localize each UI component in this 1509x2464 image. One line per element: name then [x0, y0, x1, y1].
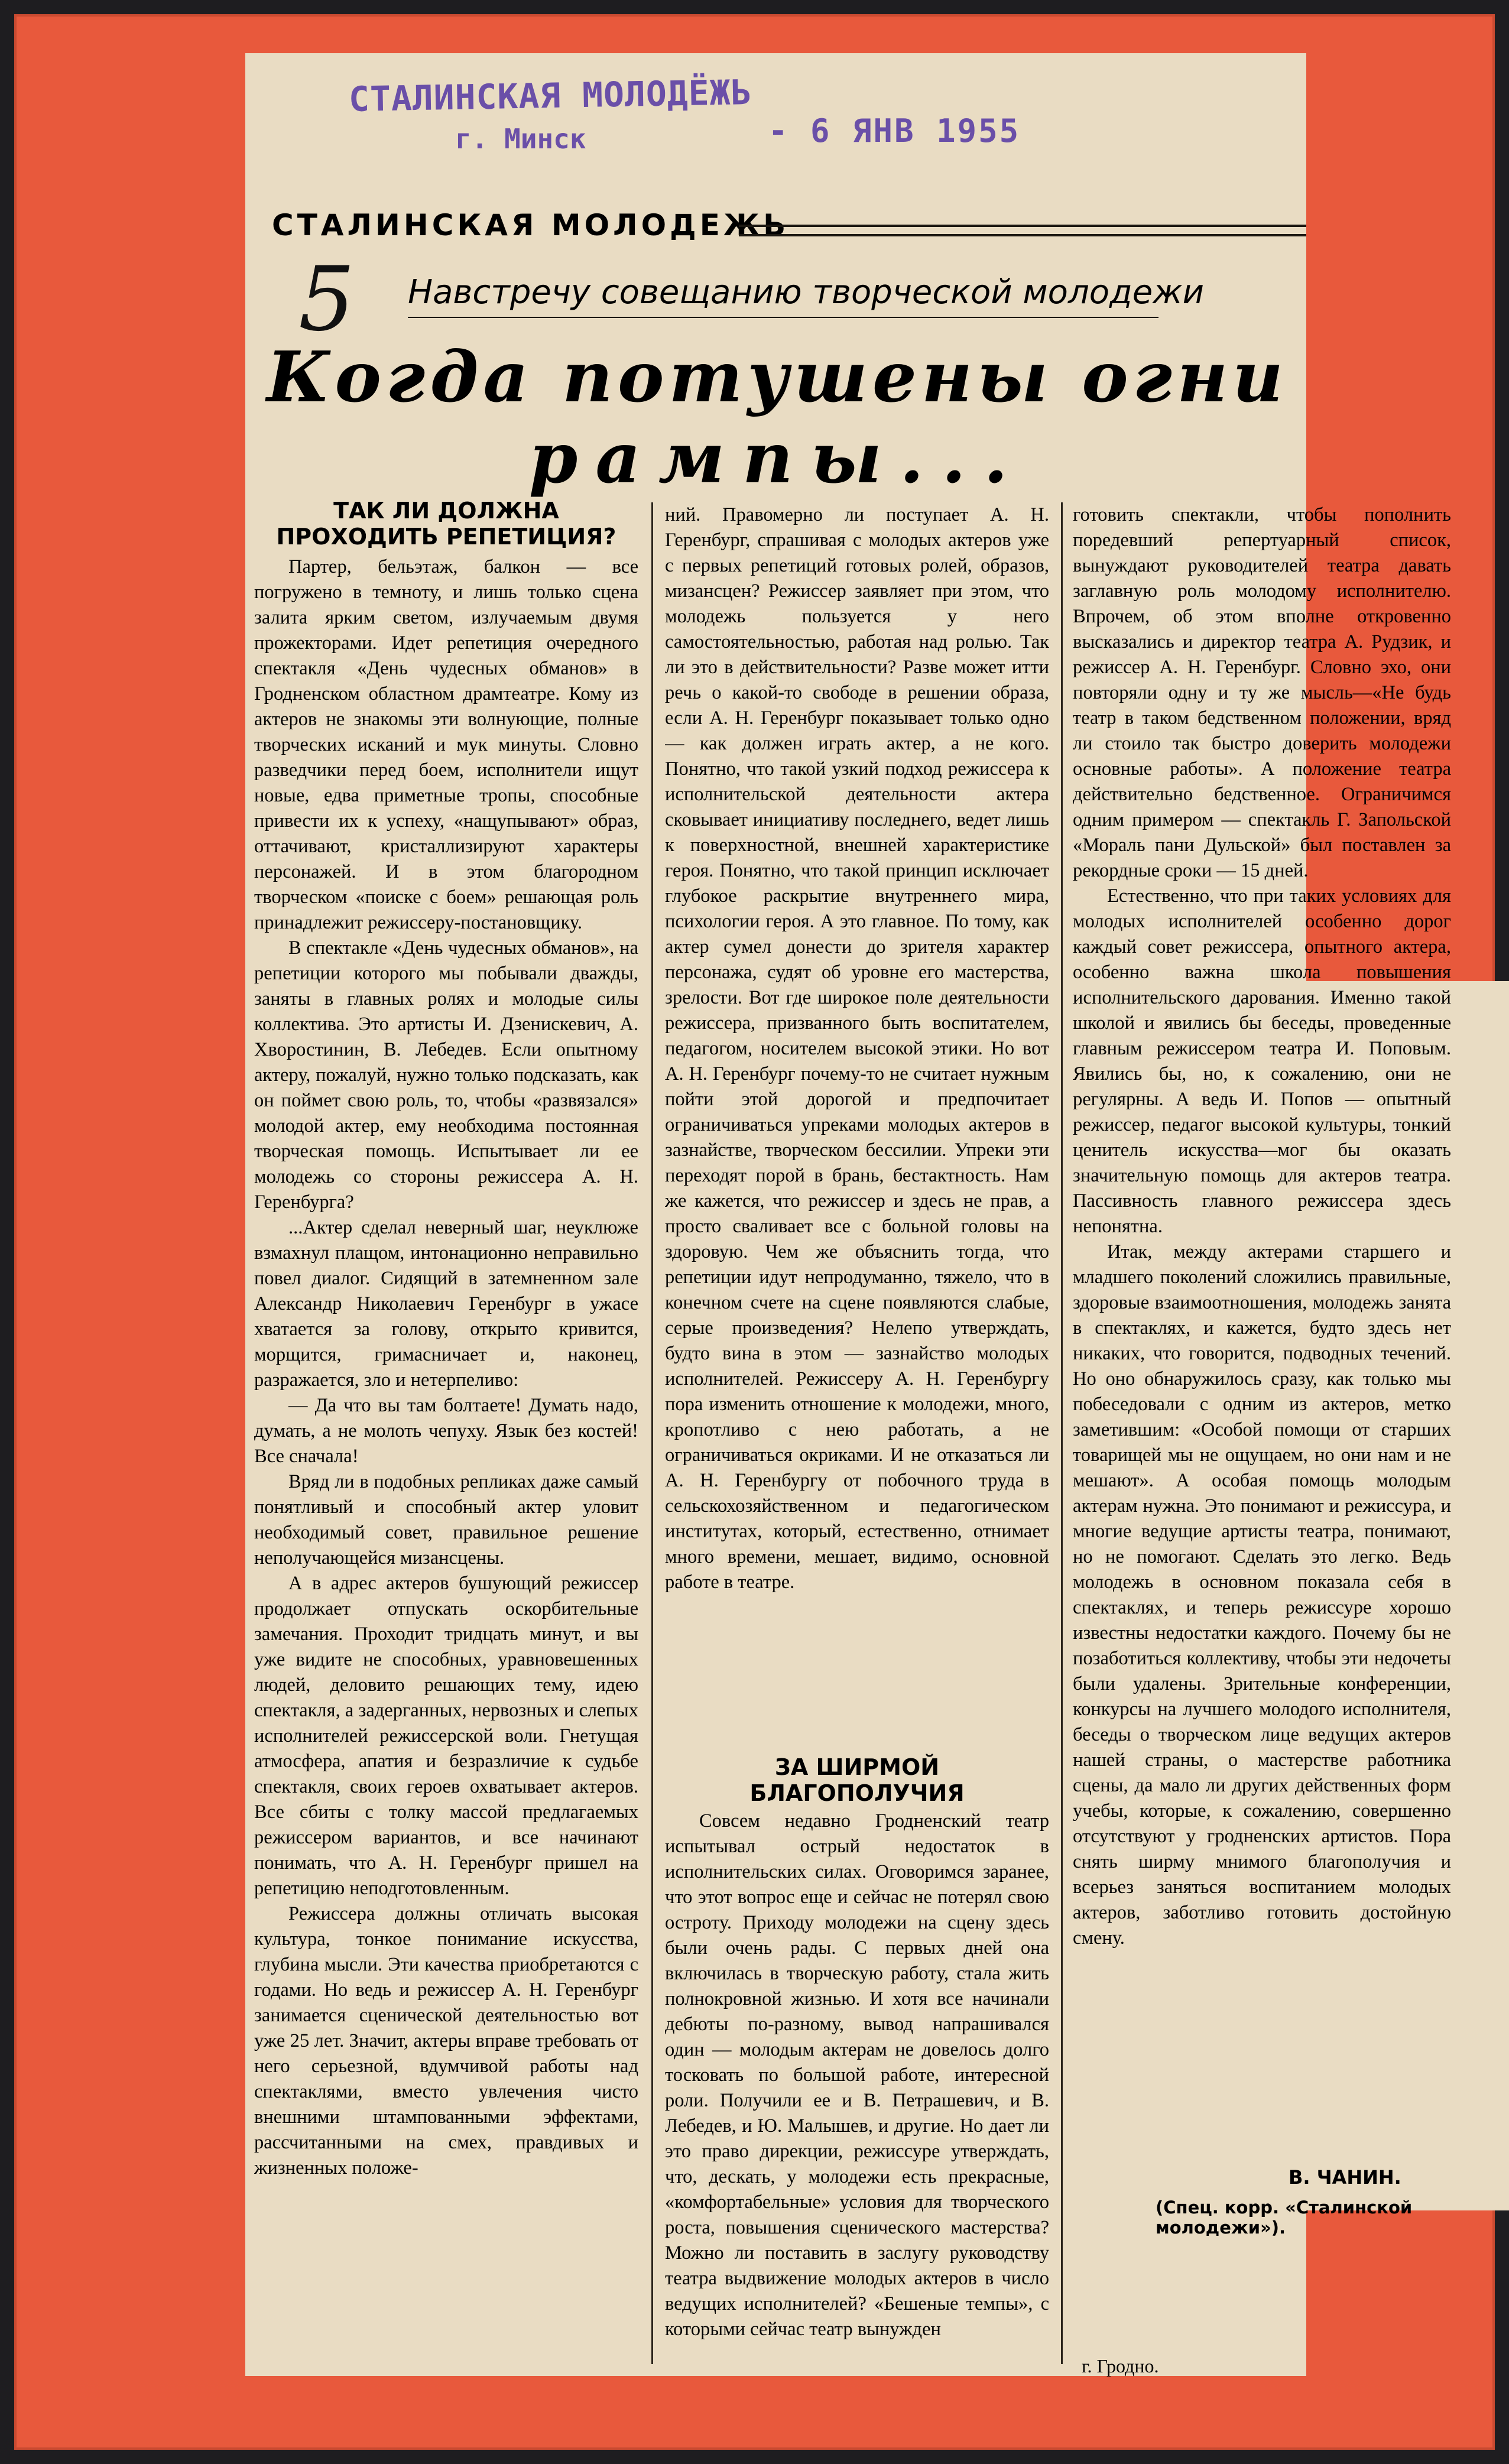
- rubric-rule: [408, 317, 1158, 318]
- section2-subhead: ЗА ШИРМОЙ БЛАГОПОЛУЧИЯ: [749, 1754, 965, 1806]
- archive-stamp-date: - 6 ЯНВ 1955: [768, 112, 1021, 150]
- section1-subhead: ТАК ЛИ ДОЛЖНА ПРОХОДИТЬ РЕПЕТИЦИЯ?: [276, 498, 616, 550]
- archive-stamp-city: г. Минск: [455, 123, 586, 155]
- paragraph: В спектакле «День чудесных обманов», на репетиции которого мы побывали дважды, заняты в главных ролях и молодые силы коллектива. Это артисты И. Дзенискевич, А. Хворостинин, В. Лебедев. Если опытному актеру, пожалуй, нужно только подсказать, как он поймет свою роль, то, чтобы «развязался» молодой актер, ему необходима постоянная творческая помощь. Испытывает ли ее молодежь со стороны режиссера А. Н. Геренбурга?: [254, 937, 638, 1213]
- column-divider: [1061, 502, 1063, 2364]
- author-role: (Спец. корр. «Сталинской молодежи»).: [1156, 2197, 1413, 2238]
- paragraph: Совсем недавно Гродненский театр испытывал острый недостаток в исполнительских силах. Оговоримся заранее, что этот вопрос еще и сейчас не потерял свою остроту. Приходу молодежи на сцену здесь были очень рады. С первых дней она включилась в творческую работу, стала жить полнокровной жизнью. И хотя все начинали дебюты по-разному, вывод напрашивался один — молодым актерам не довелось долго тосковать по большой работе, интересной роли. Получили ее и В. Петрашевич, и В. Лебедев, и Ю. Малышев, и другие. Но дает ли это право дирекции, режиссуре утверждать, что, дескать, у молодежи есть прекрасные, «комфортабельные» условия для творческого роста, повышения сценического мастерства? Можно ли поставить в заслугу руководству театра выдвижение молодых актеров в число ведущих исполнителей? «Бешеные темпы», с которыми сейчас театр вынужден: [665, 1810, 1049, 2340]
- column-2: [665, 502, 1049, 1749]
- handwritten-number: 5: [298, 248, 355, 351]
- paragraph: Итак, между актерами старшего и младшего поколений сложились правильные, здоровые взаимоотношения, молодежь занята в спектаклях, и кажется, будто здесь нет никаких, что говорится, подводных течений. Но оно обнаружилось сразу, как только мы побеседовали с одним из актеров, метко заметившим: «Особой помощи от старших товарищей мы не ощущаем, но они нам и не мешают». А особая помощь молодым актерам нужна. Это понимают и режиссура, и многие ведущие артисты театра, понимают, но не помогают. Сделать это легко. Ведь молодежь в основном показала себя в спектаклях, и теперь режиссуре хорошо известны недостатки каждого. Почему бы не позаботиться коллективу, чтобы эти недочеты были удалены. Зрительные конференции, конкурсы на лучшего молодого исполнителя, беседы о творческом лице ведущих актеров нашей страны, о мастерстве работника сцены, да мало ли других действенных форм учебы, которые, к сожалению, совершенно отсутствуют у гродненских артистов. Пора снять ширму мнимого благополучия и всерьез заняться воспитанием молодых актеров, заботливо готовить достойную смену.: [1073, 1241, 1451, 1949]
- paragraph: Вряд ли в подобных репликах даже самый понятливый и способный актер уловит необходимый совет, правильное решение неполучающейся мизансцены.: [254, 1471, 638, 1569]
- column-divider: [651, 502, 653, 2364]
- author-signature: В. ЧАНИН.: [1289, 2166, 1401, 2189]
- dateline: г. Гродно.: [1082, 2355, 1159, 2377]
- masthead: СТАЛИНСКАЯ МОЛОДЕЖЬ: [272, 208, 790, 242]
- paragraph: готовить спектакли, чтобы пополнить поредевший репертуарный список, вынуждают руководителей театра давать заглавную роль молодому исполнителю. Впрочем, об этом вполне откровенно высказались и директор театра А. Рудзик, и режиссер А. Н. Геренбург. Словно эхо, они повторяли одну и ту же мысль—«Не будь театр в таком бедственном положении, вряд ли стоило так быстро доверить молодежи основные работы». А положение театра действительно бедственное. Ограничимся одним примером — спектакль Г. Запольской «Мораль пани Дульской» был поставлен за рекордные сроки — 15 дней.: [1073, 504, 1451, 881]
- headline-line-2: рампы...: [528, 417, 1026, 499]
- archive-stamp-paper: СТАЛИНСКАЯ МОЛОДЁЖЬ: [348, 72, 753, 119]
- paragraph: — Да что вы там болтаете! Думать надо, думать, а не молоть чепуху. Язык без костей! Все сначала!: [254, 1395, 638, 1467]
- masthead-rule-top: [739, 225, 1306, 227]
- paragraph: Естественно, что при таких условиях для молодых исполнителей особенно дорог каждый совет режиссера, опытного актера, особенно важна школа повышения исполнительского дарования. Именно такой школой и явились бы беседы, проведенные главным режиссером театра И. Поповым. Явились бы, но, к сожалению, они не регулярны. А ведь И. Попов — опытный режиссер, педагог высокой культуры, тонкий ценитель искусства—мог бы оказать значительную помощь для актеров театра. Пассивность главного режиссера здесь непонятна.: [1073, 885, 1451, 1237]
- column-1: [254, 554, 638, 2375]
- paragraph: ний. Правомерно ли поступает А. Н. Геренбург, спрашивая с молодых актеров уже с первых репетиций готовых ролей, образов, мизансцен? Режиссер заявляет при этом, что молодежь пользуется у него самостоятельностью, работая над ролью. Так ли это в действительности? Разве может итти речь о какой-то свободе в решении образа, если А. Н. Геренбург показывает только одно — как должен играть актер, а не кого. Понятно, что такой узкий подход режиссера к исполнительской деятельности актера сковывает инициативу последнего, ведет лишь к поверхностной, внешней характеристике героя. Понятно, что такой принцип исключает глубокое раскрытие внутреннего мира, психологии героя. А это главное. По тому, как актер сумел донести до зрителя характер персонажа, судят об уровне его мастерства, зрелости. Вот где широкое поле деятельности режиссера, призванного быть воспитателем, педагогом, носителем высокой этики. Но вот А. Н. Геренбург почему-то не считает нужным пойти этой дорогой и предпочитает ограничиваться упреками молодых актеров в зазнайстве, творческом бессилии. Упреки эти переходят порой в брань, бестактность. Нам же кажется, что режиссер и здесь не прав, а просто сваливает все с больной головы на здоровую. Чем же объяснить тогда, что репетиции идут непродуманно, тяжело, что в конечном счете на сцене появляются слабые, серые произведения? Нелепо утверждать, будто вина в этом — зазнайство молодых исполнителей. Режиссеру А. Н. Геренбургу пора изменить отношение к молодежи, много, кропотливо с нею работать, а не ограничиваться окриками. И не отказаться ли А. Н. Геренбургу от побочного труда в сельскохозяйственном и педагогическом институтах, который, естественно, отнимает много времени, мешает, видимо, основной работе в театре.: [665, 504, 1049, 1593]
- paragraph: Режиссера должны отличать высокая культура, тонкое понимание искусства, глубина мысли. Эти качества приобретаются с годами. Но ведь и режиссер А. Н. Геренбург занимается сценической деятельностью вот уже 25 лет. Значит, актеры вправе требовать от него серьезной, вдумчивой работы над спектаклями, вместо увлечения чисто внешними штампованными эффектами, рассчитанными на смех, правдивых и жизненных положе-: [254, 1903, 638, 2179]
- column-3: [1073, 502, 1451, 2157]
- masthead-rule-bottom: [739, 234, 1306, 236]
- rubric: Навстречу совещанию творческой молодежи: [408, 273, 1205, 311]
- paragraph: А в адрес актеров бушующий режиссер продолжает отпускать оскорбительные замечания. Проходит тридцать минут, и вы уже видите не способных, уравновешенных людей, деловито решающих тему, идею спектакля, а задерганных, нервозных и слепых исполнителей режиссерской воли. Гнетущая атмосфера, апатия и безразличие к судьбе спектакля, своих героев охватывает актеров. Все сбиты с толку массой предлагаемых режиссером вариантов, и все начинают понимать, что А. Н. Геренбург пришел на репетицию неподготовленным.: [254, 1573, 638, 1899]
- headline-line-1: Когда потушены огни: [267, 336, 1288, 418]
- column-2-lower: [665, 1809, 1049, 2376]
- paragraph: ...Актер сделал неверный шаг, неуклюже взмахнул плащом, интонационно неправильно повел диалог. Сидящий в затемненном зале Александр Николаевич Геренбург в ужасе хватается за голову, открыто кривится, морщится, гримасничает и, наконец, разражается, зло и нетерпеливо:: [254, 1217, 638, 1391]
- paragraph: Партер, бельэтаж, балкон — все погружено в темноту, и лишь только сцена залита ярким светом, излучаемым двумя прожекторами. Идет репетиция очередного спектакля «День чудесных обманов» в Гродненском областном драмтеатре. Кому из актеров не знакомы эти волнующие, полные творческих исканий и мук минуты. Словно разведчики перед боем, исполнители ищут новые, едва приметные тропы, способные привести их к успеху, «нащупывают» образ, оттачивают, кристаллизируют характеры персонажей. И в этом благородном творческом «поиске с боем» решающая роль принадлежит режиссеру-постановщику.: [254, 556, 638, 933]
